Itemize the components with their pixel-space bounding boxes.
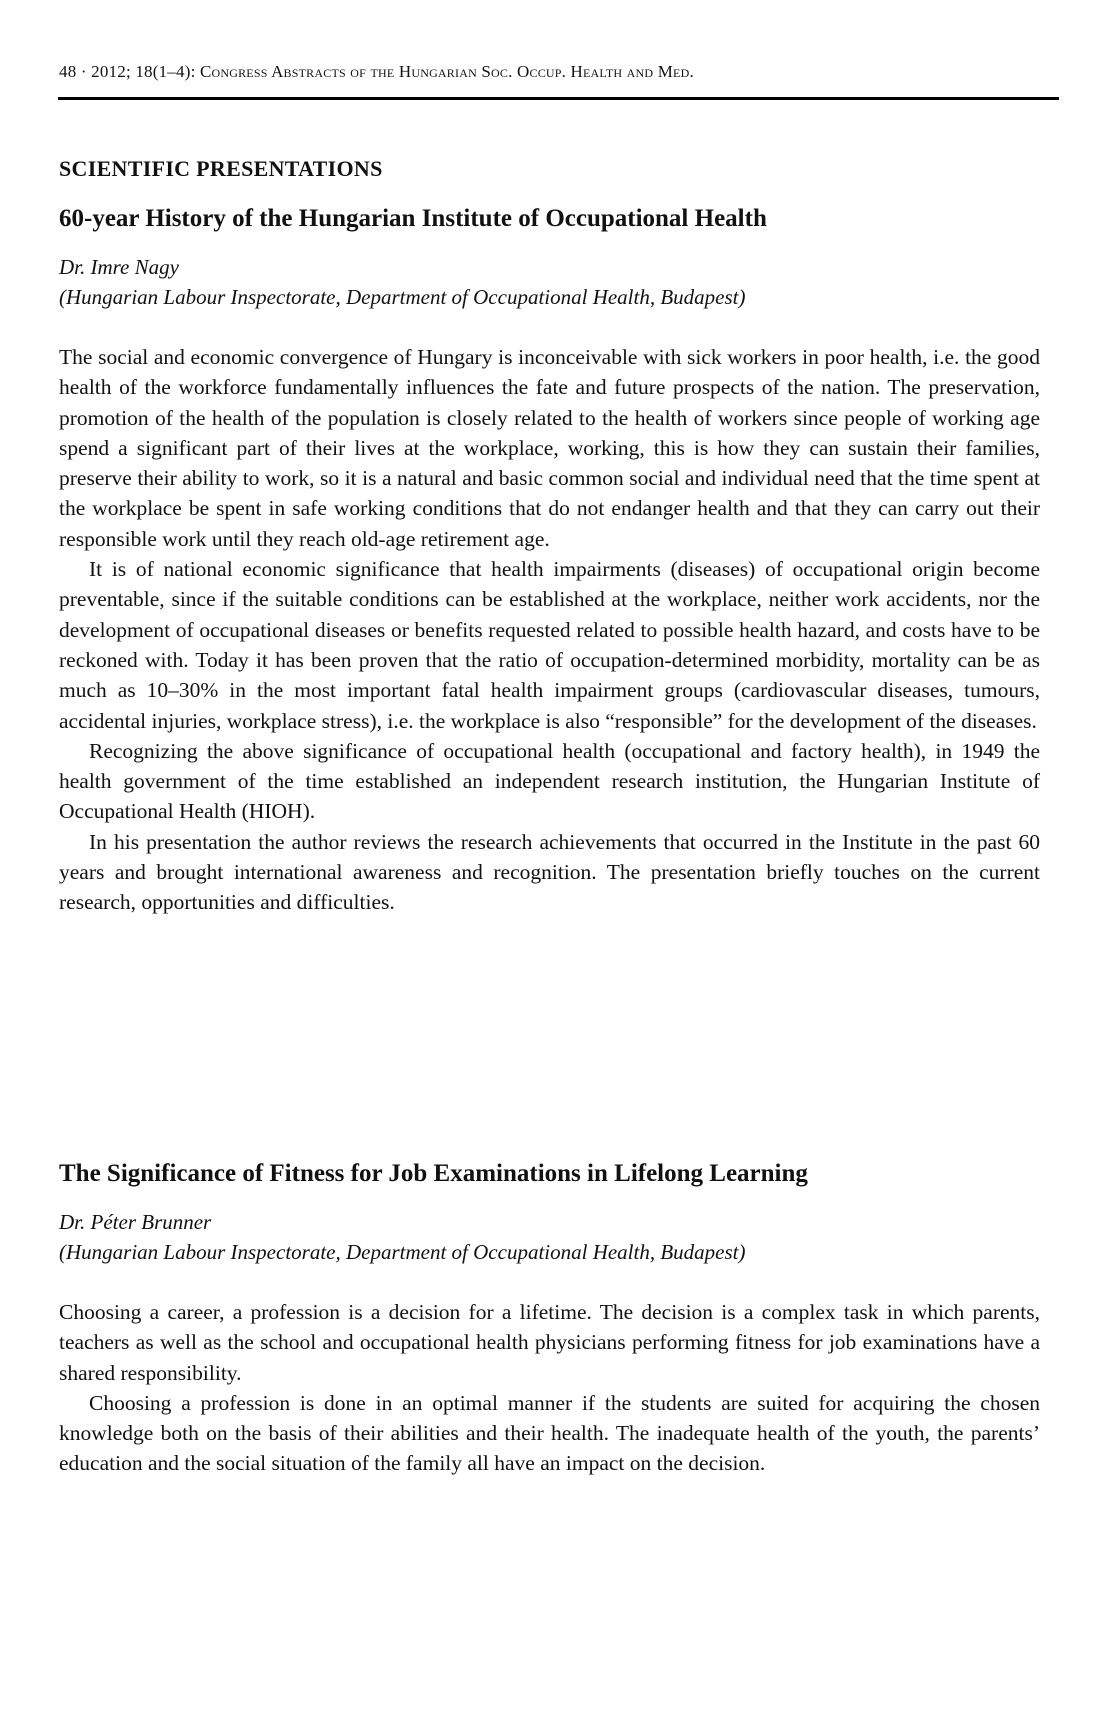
abstract-title: The Significance of Fitness for Job Examinations in Lifelong Learning	[59, 1160, 808, 1187]
abstract-author: Dr. Imre Nagy	[59, 255, 179, 279]
journal-title: Congress Abstracts of the Hungarian Soc. Occup. Health and Med.	[199, 62, 694, 81]
paragraph: Recognizing the above significance of occupational health (occupational and factory health), in 1949 the health government of the time established an independent research institution, the Hungarian Institute of Occupational Health (HIOH).	[59, 738, 1040, 824]
paragraph: It is of national economic significance that health impairments (diseases) of occupational origin become preventable, since if the suitable conditions can be established at the workplace, neither work accidents, nor the development of occupational diseases or benefits requested related to possible health hazard, and costs have to be reckoned with. Today it has been proven that the ratio of occupation-determined morbidity, mortality can be as much as 10–30% in the most important fatal health impairment groups (cardiovascular diseases, tumours, accidental injuries, workplace stress), i.e. the workplace is also “responsible” for the development of the diseases.	[59, 557, 1040, 733]
paragraph: Choosing a career, a profession is a decision for a lifetime. The decision is a complex task in which parents, teachers as well as the school and occupational health physicians performing fitness for job examinations have a shared responsibility.	[59, 1300, 1040, 1385]
header-rule	[58, 97, 1059, 100]
running-head	[59, 62, 694, 82]
abstract-affiliation: (Hungarian Labour Inspectorate, Department of Occupational Health, Budapest)	[59, 1240, 746, 1264]
abstract-author: Dr. Péter Brunner	[59, 1210, 212, 1234]
abstract-body	[59, 1297, 1040, 1479]
abstract-title: 60-year History of the Hungarian Institute of Occupational Health	[59, 205, 767, 232]
abstract-body	[59, 342, 1040, 918]
paragraph: Choosing a profession is done in an optimal manner if the students are suited for acquiring the chosen knowledge both on the basis of their abilities and their health. The inadequate health of the youth, the parents’ education and the social situation of the family all have an impact on the decision.	[59, 1390, 1040, 1476]
paragraph: The social and economic convergence of Hungary is inconceivable with sick workers in poor health, i.e. the good health of the workforce fundamentally influences the fate and future prospects of the nation. The preservation, promotion of the health of the population is closely related to the health of workers since people of working age spend a significant part of their lives at the workplace, working, this is how they can sustain their families, preserve their ability to work, so it is a natural and basic common social and individual need that the time spent at the workplace be spent in safe working conditions that do not endanger health and that they can carry out their responsible work until they reach old-age retirement age.	[59, 345, 1040, 551]
citation: · 2012; 18(1–4):	[80, 62, 200, 81]
abstract-affiliation: (Hungarian Labour Inspectorate, Department of Occupational Health, Budapest)	[59, 285, 746, 309]
page-number: 48	[59, 62, 77, 81]
section-title: SCIENTIFIC PRESENTATIONS	[59, 156, 383, 181]
paragraph: In his presentation the author reviews the research achievements that occurred in the Institute in the past 60 years and brought international awareness and recognition. The presentation briefly touches on the current research, opportunities and difficulties.	[59, 829, 1040, 915]
